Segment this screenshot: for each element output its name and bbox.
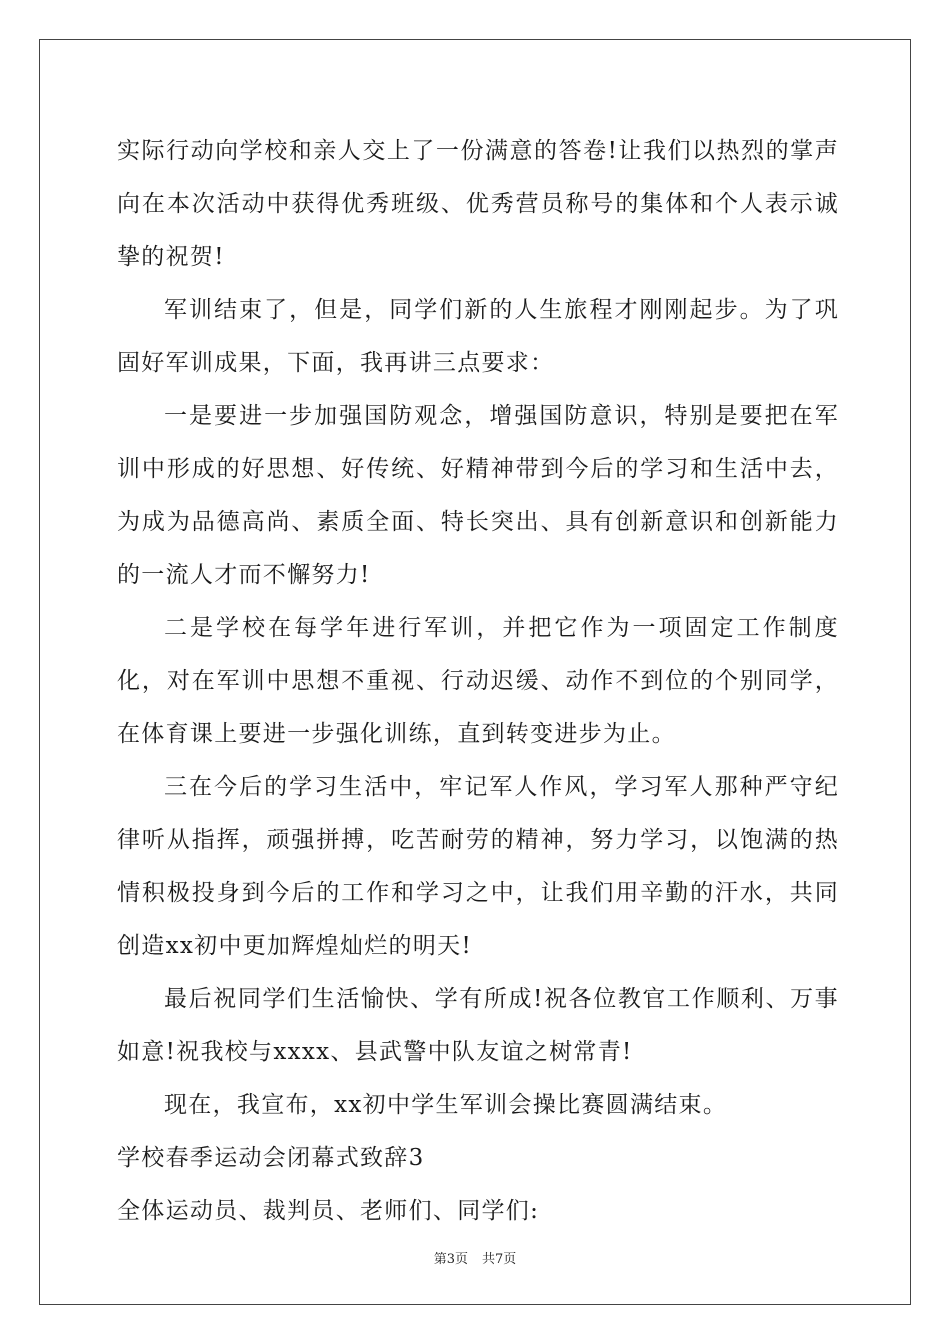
paragraph-3: 一是要进一步加强国防观念，增强国防意识，特别是要把在军训中形成的好思想、好传统、好精神带到今后的学习和生活中去，为成为品德高尚、素质全面、特长突出、具有创新意识和创新能力的一流人才而不懈努力! <box>117 403 839 588</box>
paragraph-2: 军训结束了，但是，同学们新的人生旅程才刚刚起步。为了巩固好军训成果，下面，我再讲三点要求： <box>117 297 839 376</box>
page-footer <box>0 1248 950 1267</box>
section-title: 学校春季运动会闭幕式致辞3 <box>117 1145 425 1171</box>
paragraph-6: 最后祝同学们生活愉快、学有所成!祝各位教官工作顺利、万事如意!祝我校与xxxx、县武警中队友谊之树常青! <box>117 986 839 1065</box>
page-total: 共7页 <box>482 1252 517 1267</box>
paragraph-7: 现在，我宣布，xx初中学生军训会操比赛圆满结束。 <box>164 1092 728 1118</box>
paragraph-5: 三在今后的学习生活中，牢记军人作风，学习军人那种严守纪律听从指挥，顽强拼搏，吃苦耐劳的精神，努力学习，以饱满的热情积极投身到今后的工作和学习之中，让我们用辛勤的汗水，共同创造xx初中更加辉煌灿烂的明天! <box>117 774 839 959</box>
paragraph-1: 实际行动向学校和亲人交上了一份满意的答卷!让我们以热烈的掌声向在本次活动中获得优秀班级、优秀营员称号的集体和个人表示诚挚的祝贺! <box>117 138 839 270</box>
salutation: 全体运动员、裁判员、老师们、同学们: <box>117 1198 540 1224</box>
paragraph-4: 二是学校在每学年进行军训，并把它作为一项固定工作制度化，对在军训中思想不重视、行动迟缓、动作不到位的个别同学，在体育课上要进一步强化训练，直到转变进步为止。 <box>117 615 839 747</box>
page-number: 第3页 <box>433 1252 468 1267</box>
document-body <box>117 125 839 1238</box>
